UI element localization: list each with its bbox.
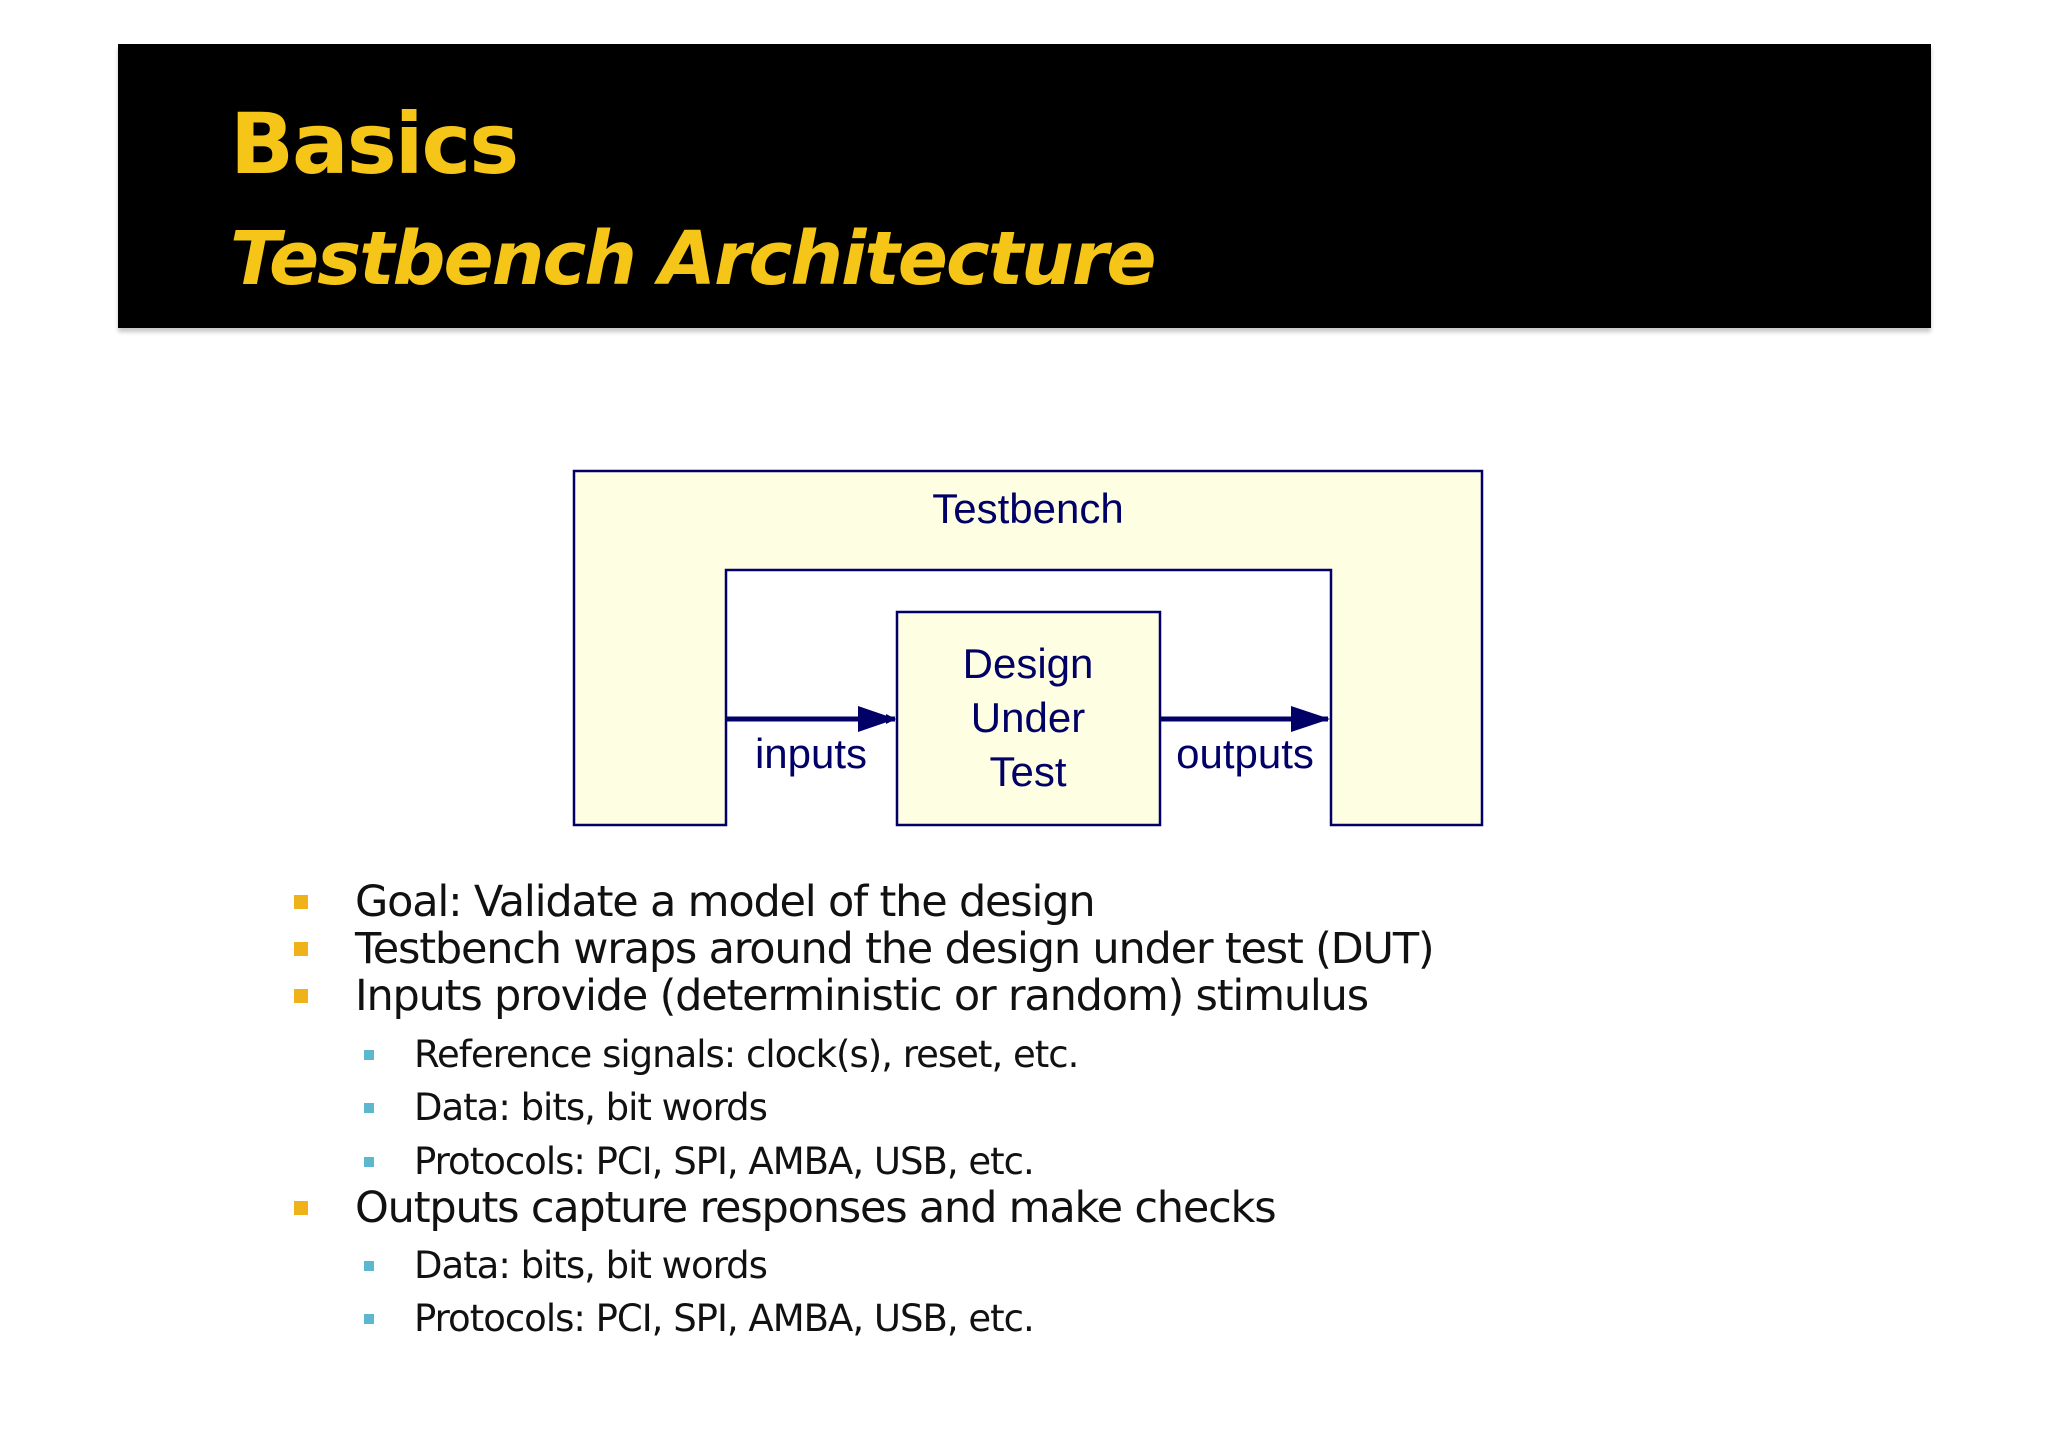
- bullet-text: Outputs capture responses and make checks: [355, 1183, 1276, 1233]
- output-label: outputs: [1176, 730, 1314, 777]
- square-bullet-icon: [294, 989, 308, 1003]
- sub-bullet-text: Data: bits, bit words: [414, 1244, 767, 1287]
- dut-label-line-1: Design: [962, 640, 1094, 687]
- testbench-label: Testbench: [932, 485, 1124, 532]
- sub-bullet-text: Protocols: PCI, SPI, AMBA, USB, etc.: [414, 1297, 1034, 1340]
- bullet-text: Goal: Validate a model of the design: [355, 877, 1095, 927]
- output-arrowhead: [1291, 706, 1330, 732]
- square-bullet-icon: [294, 1201, 308, 1215]
- square-sub-bullet-icon: [364, 1050, 374, 1060]
- sub-bullet-text: Protocols: PCI, SPI, AMBA, USB, etc.: [414, 1140, 1034, 1183]
- input-arrowhead: [858, 706, 896, 732]
- title-bar: [118, 44, 1931, 328]
- dut-label-line-3: Test: [989, 748, 1067, 795]
- sub-bullet-text: Data: bits, bit words: [414, 1086, 767, 1129]
- square-sub-bullet-icon: [364, 1103, 374, 1113]
- sub-bullet-text: Reference signals: clock(s), reset, etc.: [414, 1033, 1079, 1076]
- bullet-text: Inputs provide (deterministic or random) stimulus: [355, 971, 1368, 1021]
- input-label: inputs: [754, 730, 868, 777]
- square-bullet-icon: [294, 942, 308, 956]
- slide-title: Basics: [230, 95, 518, 193]
- square-sub-bullet-icon: [364, 1261, 374, 1271]
- dut-label-line-2: Under: [970, 694, 1086, 741]
- testbench-diagram: [570, 465, 1490, 830]
- square-sub-bullet-icon: [364, 1157, 374, 1167]
- square-sub-bullet-icon: [364, 1314, 374, 1324]
- square-bullet-icon: [294, 895, 308, 909]
- slide-subtitle: Testbench Architecture: [230, 216, 1155, 302]
- bullet-text: Testbench wraps around the design under test (DUT): [355, 924, 1434, 974]
